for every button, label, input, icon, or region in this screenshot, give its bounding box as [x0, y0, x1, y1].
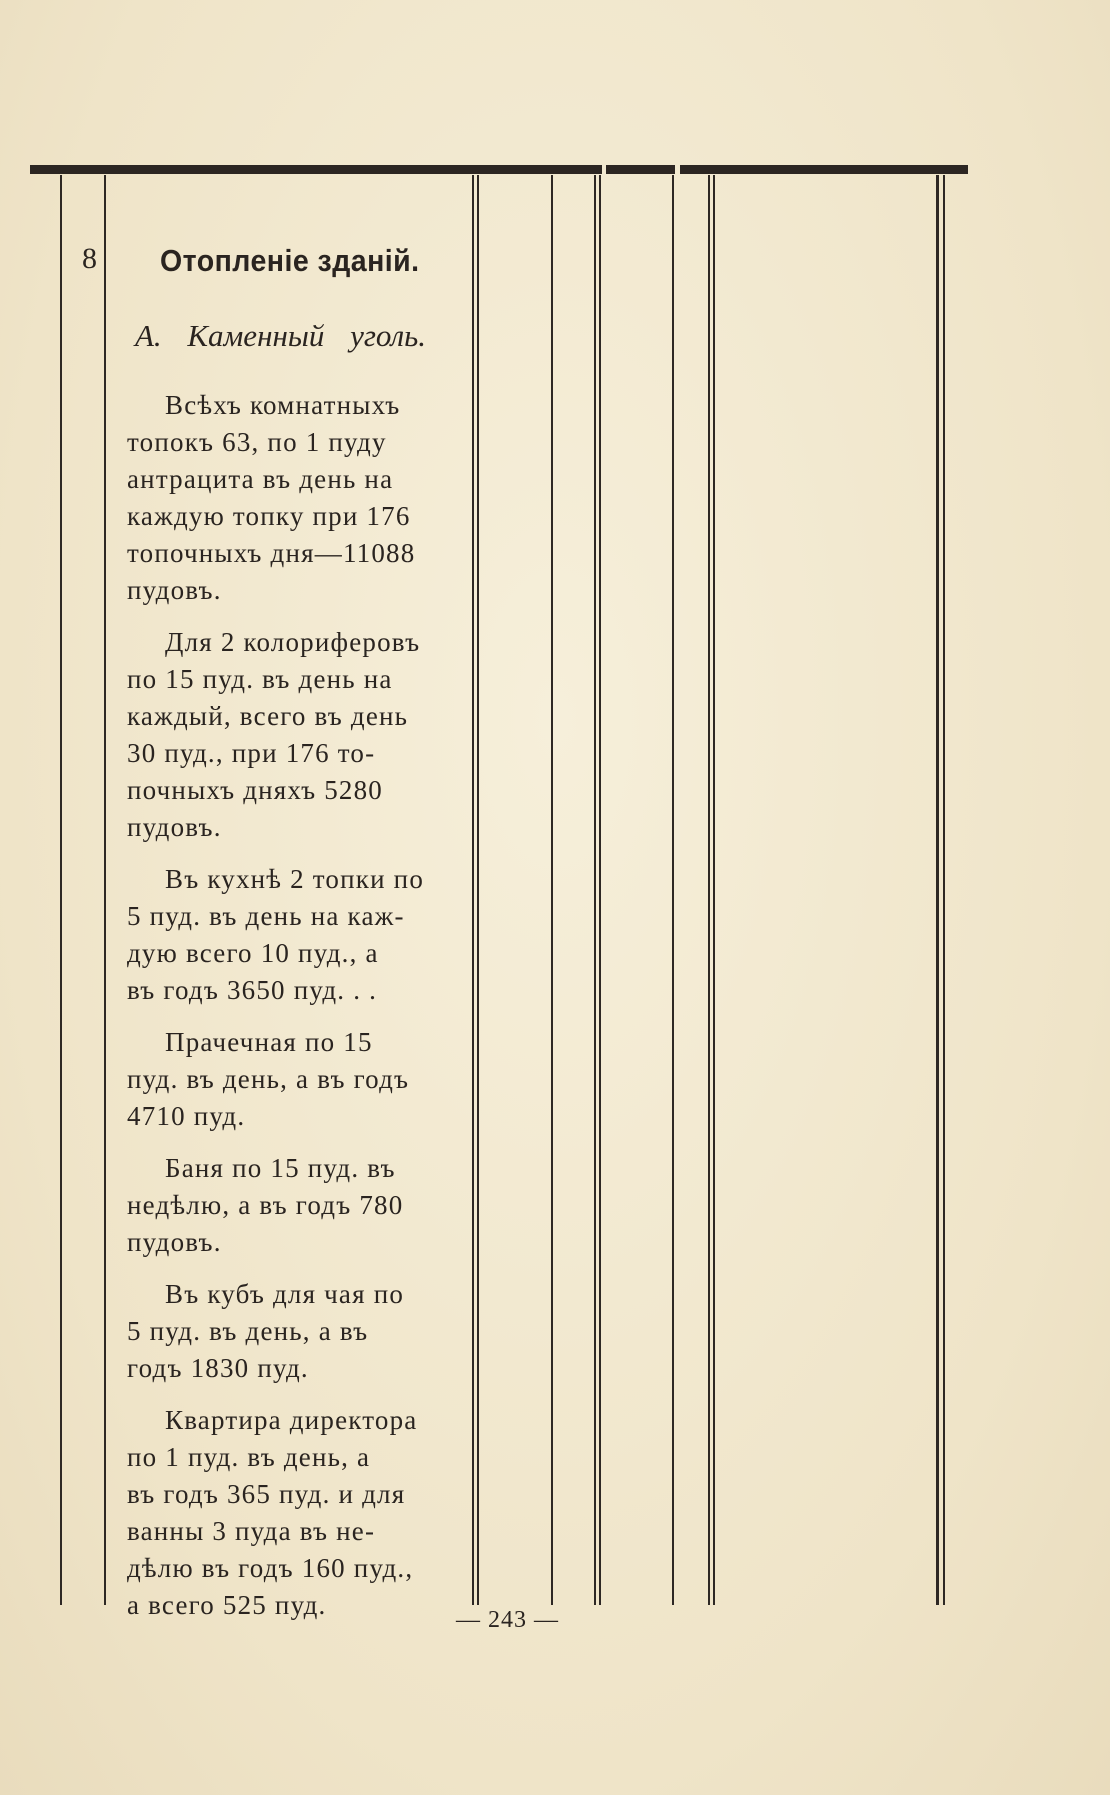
section-heading: Отопленіе зданій.	[160, 243, 420, 278]
paragraph: Всѣхъ комнатныхъ топокъ 63, по 1 пуду антрацита въ день на каждую топку при 176 топочныхъ дня—11088 пудовъ.	[127, 390, 416, 605]
paragraph: Баня по 15 пуд. въ недѣлю, а въ годъ 780 пудовъ.	[127, 1153, 404, 1257]
column-rule	[708, 175, 710, 1605]
column-rule	[551, 175, 553, 1605]
column-rule	[104, 175, 106, 1605]
column-rule	[472, 175, 474, 1605]
paragraph: Въ кухнѣ 2 топки по 5 пуд. въ день на каж- дую всего 10 пуд., а въ годъ 3650 пуд. . .	[127, 864, 425, 1005]
entry-text	[127, 387, 457, 1639]
column-rule	[936, 175, 939, 1605]
top-rule-middle	[606, 165, 675, 174]
paragraph: Квартира директора по 1 пуд. въ день, а въ годъ 365 пуд. и для ванны 3 пуда въ не- дѣлю въ годъ 160 пуд., а всего 525 пуд.	[127, 1405, 418, 1620]
paragraph: Прачечная по 15 пуд. въ день, а въ годъ 4710 пуд.	[127, 1027, 410, 1131]
subsection-heading: А. Каменный уголь.	[135, 318, 427, 353]
row-number: 8	[82, 242, 97, 275]
column-rule	[672, 175, 674, 1605]
paragraph: Для 2 колориферовъ по 15 пуд. въ день на каждый, всего въ день 30 пуд., при 176 то- почныхъ дняхъ 5280 пудовъ.	[127, 627, 421, 842]
top-rule-right	[680, 165, 968, 174]
column-rule	[477, 175, 479, 1605]
paragraph: Въ кубъ для чая по 5 пуд. въ день, а въ годъ 1830 пуд.	[127, 1279, 405, 1383]
column-rule	[60, 175, 62, 1605]
column-rule	[713, 175, 715, 1605]
column-rule	[943, 175, 945, 1605]
column-rule	[599, 175, 601, 1605]
column-rule	[594, 175, 596, 1605]
page-number: — 243 —	[456, 1607, 559, 1633]
top-rule-left	[30, 165, 602, 174]
